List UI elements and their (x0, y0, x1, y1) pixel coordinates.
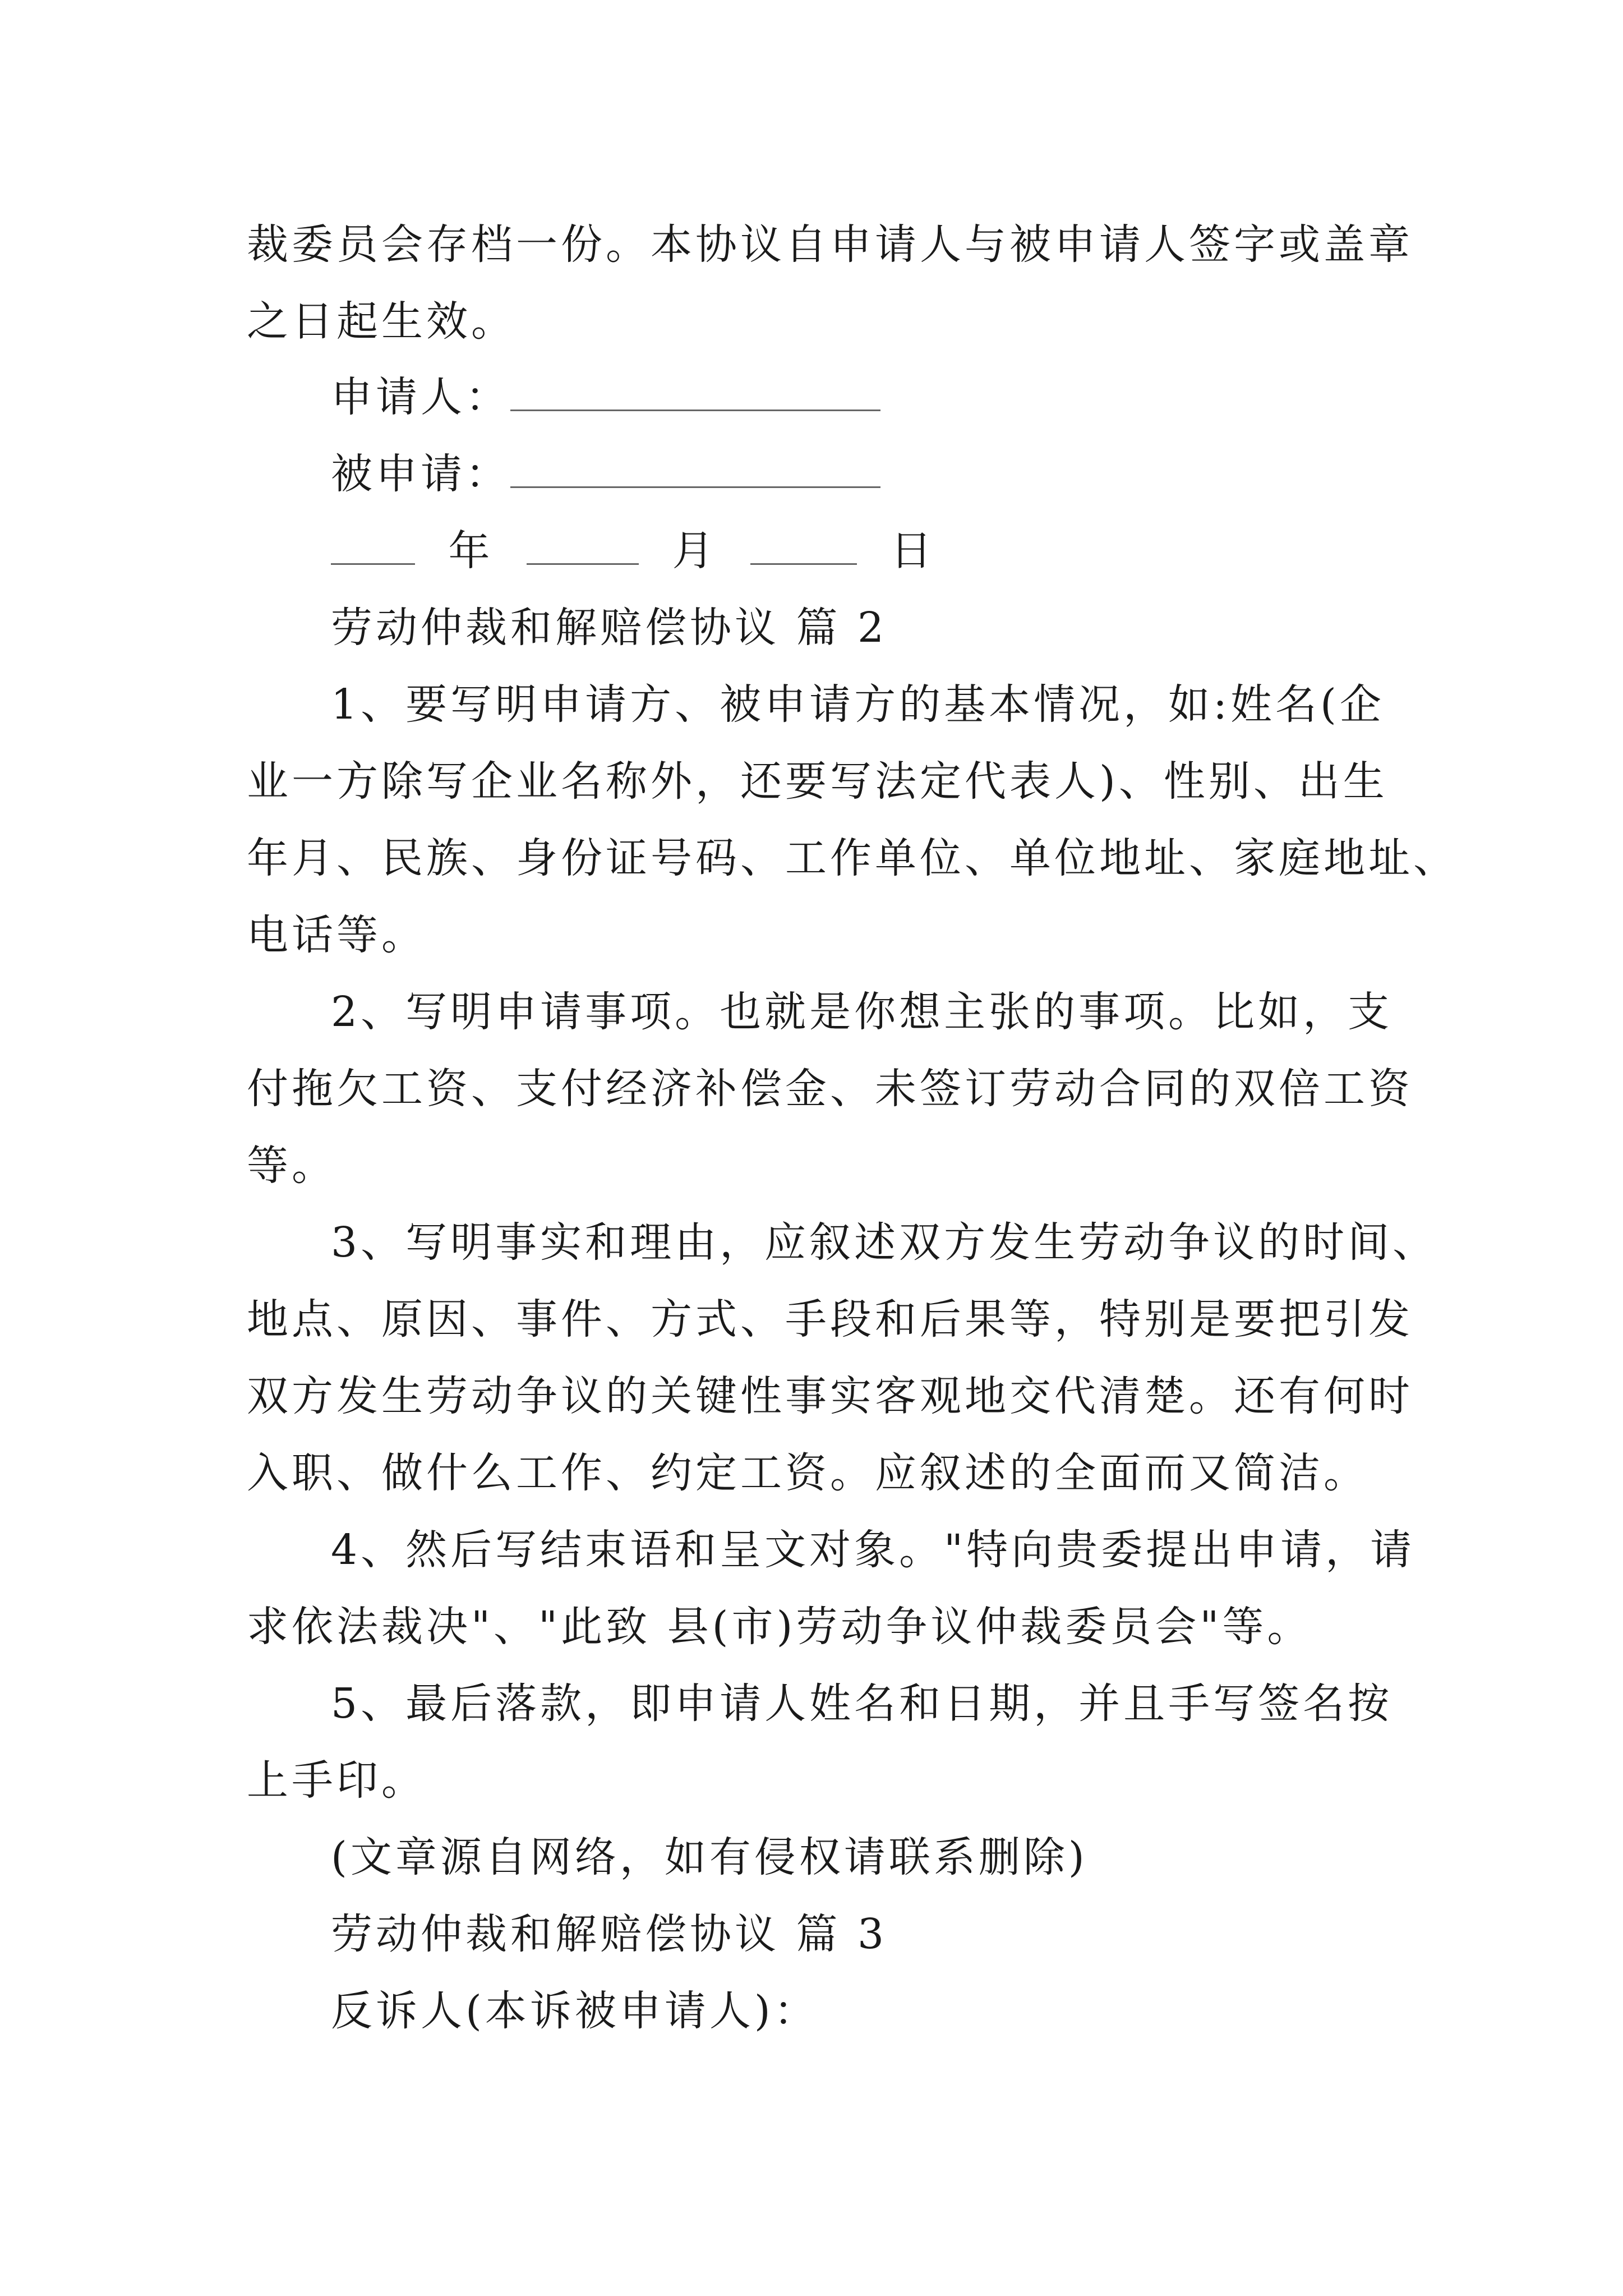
paragraph-line: 1、要写明申请方、被申请方的基本情况，如:姓名(企 (331, 680, 1385, 729)
paragraph-line: 上手印。 (247, 1756, 426, 1805)
paragraph-line: 双方发生劳动争议的关键性事实客观地交代清楚。还有何时 (247, 1372, 1413, 1420)
list-item-4 (247, 1512, 1415, 1665)
source-note: (文章源自网络，如有侵权请联系删除) (331, 1833, 1088, 1881)
applicant-signature-row (331, 359, 880, 436)
respondent-signature-line (510, 453, 880, 488)
paragraph-line: 入职、做什么工作、约定工资。应叙述的全面而又简洁。 (247, 1449, 1368, 1497)
year-label: 年 (448, 527, 494, 575)
section-heading: 劳动仲裁和解赔偿协议 篇 2 (331, 604, 888, 652)
paragraph-line: 5、最后落款，即申请人姓名和日期，并且手写签名按 (331, 1680, 1393, 1728)
top-paragraph (247, 206, 1413, 360)
list-item-2 (247, 974, 1413, 1204)
paragraph-line: 之日起生效。 (247, 297, 516, 346)
paragraph-line: 等。 (247, 1142, 336, 1190)
year-blank (331, 530, 415, 565)
day-label: 日 (890, 527, 935, 575)
applicant-label: 申请人： (331, 373, 510, 421)
respondent-label: 被申请： (331, 450, 510, 498)
month-blank (527, 530, 639, 565)
paragraph-line: 年月、民族、身份证号码、工作单位、单位地址、家庭地址、 (247, 834, 1458, 882)
section-heading: 劳动仲裁和解赔偿协议 篇 3 (331, 1910, 888, 1958)
month-label: 月 (672, 527, 717, 575)
paragraph-line: 电话等。 (247, 911, 426, 959)
paragraph-line: 3、写明事实和理由，应叙述双方发生劳动争议的时间、 (331, 1218, 1438, 1267)
day-blank (750, 530, 857, 565)
paragraph-line: 求依法裁决"、"此致 县(市)劳动争议仲裁委员会"等。 (247, 1603, 1312, 1651)
date-row (331, 513, 952, 590)
applicant-signature-line (510, 376, 880, 411)
paragraph-line: 业一方除写企业名称外，还要写法定代表人)、性别、出生 (247, 757, 1388, 806)
list-item-5 (247, 1665, 1393, 1819)
paragraph-line: 裁委员会存档一份。本协议自申请人与被申请人签字或盖章 (247, 220, 1413, 269)
paragraph-line: 2、写明申请事项。也就是你想主张的事项。比如，支 (331, 988, 1393, 1036)
paragraph-line: 4、然后写结束语和呈文对象。"特向贵委提出申请，请 (331, 1526, 1415, 1574)
list-item-3 (247, 1204, 1438, 1512)
paragraph-line: 付拖欠工资、支付经济补偿金、未签订劳动合同的双倍工资 (247, 1065, 1413, 1113)
paragraph-line: 地点、原因、事件、方式、手段和后果等，特别是要把引发 (247, 1295, 1413, 1343)
respondent-signature-row (331, 436, 880, 513)
counterclaimant-label: 反诉人(本诉被申请人)： (331, 1987, 819, 2035)
list-item-1 (247, 666, 1458, 974)
